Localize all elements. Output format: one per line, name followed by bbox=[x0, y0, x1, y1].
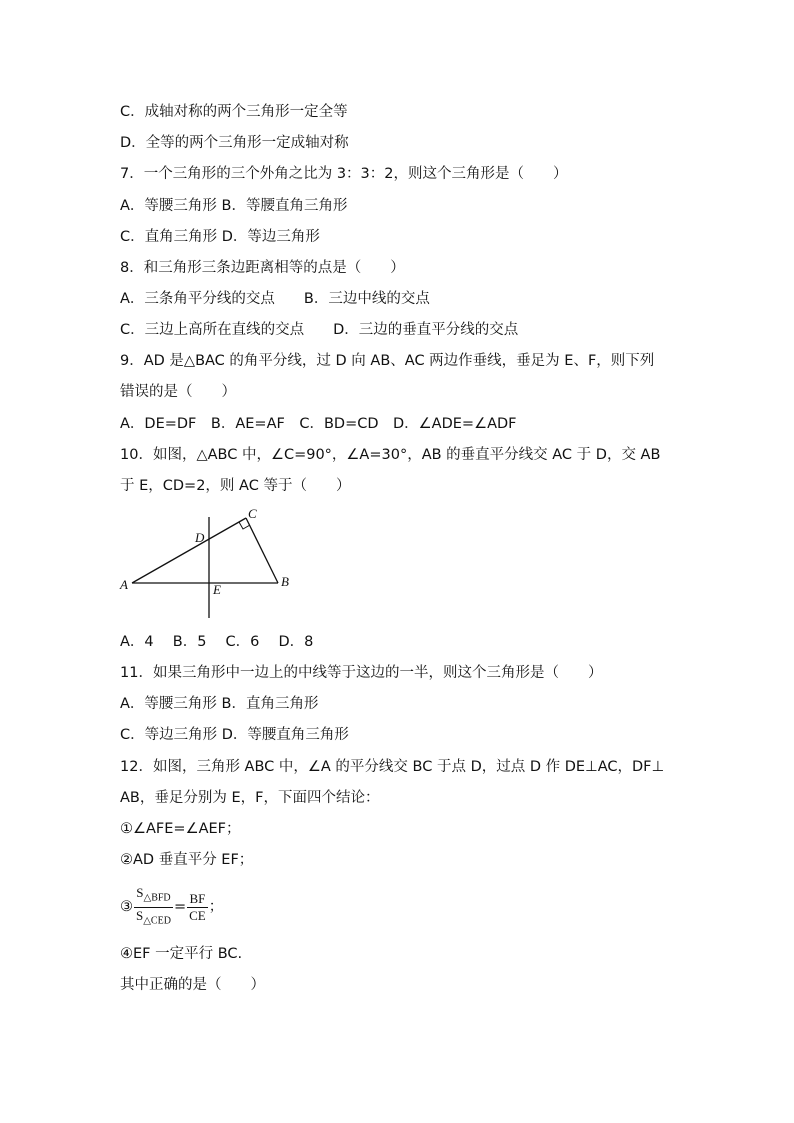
question-9-line1: 9．AD 是△BAC 的角平分线，过 D 向 AB、AC 两边作垂线，垂足为 E、F，则下列 bbox=[120, 353, 655, 369]
conclusion-3 bbox=[120, 885, 223, 929]
rhs-den: CE bbox=[189, 907, 206, 923]
conclusion-2: ②AD 垂直平分 EF； bbox=[120, 852, 254, 868]
conclusion-3-suffix: ； bbox=[208, 899, 224, 916]
question-12-prompt: 其中正确的是（ ） bbox=[120, 977, 265, 993]
label-e: E bbox=[213, 582, 221, 597]
question-10-line1: 10．如图，△ABC 中，∠C=90°，∠A=30°，AB 的垂直平分线交 AC 于 D，交 AB bbox=[120, 447, 661, 463]
line-d-option-q6: D．全等的两个三角形一定成轴对称 bbox=[120, 135, 349, 151]
question-10-line2: 于 E，CD=2，则 AC 等于（ ） bbox=[120, 478, 351, 494]
num-sub: △BFD bbox=[143, 892, 171, 904]
num-s: S bbox=[136, 885, 144, 900]
q11-options-ab: A．等腰三角形 B．直角三角形 bbox=[120, 696, 319, 712]
triangle-figure bbox=[118, 505, 298, 620]
label-b: B bbox=[281, 574, 289, 589]
den-s: S bbox=[136, 907, 144, 923]
question-12-line2: AB，垂足分别为 E，F，下面四个结论： bbox=[120, 790, 380, 806]
segment-ac bbox=[132, 518, 246, 583]
q10-options: A．4 B．5 C．6 D．8 bbox=[120, 634, 314, 650]
question-8: 8．和三角形三条边距离相等的点是（ ） bbox=[120, 260, 405, 276]
segment-cb bbox=[246, 518, 278, 583]
conclusion-3-prefix: ③ bbox=[120, 899, 133, 916]
q8-options-cd: C．三边上高所在直线的交点 D．三边的垂直平分线的交点 bbox=[120, 322, 519, 338]
q7-options-cd: C．直角三角形 D．等边三角形 bbox=[120, 229, 320, 245]
conclusion-1: ①∠AFE=∠AEF； bbox=[120, 821, 241, 837]
question-9-line2: 错误的是（ ） bbox=[120, 384, 236, 400]
question-11: 11．如果三角形中一边上的中线等于这边的一半，则这个三角形是（ ） bbox=[120, 665, 603, 681]
conclusion-4: ④EF 一定平行 BC. bbox=[120, 946, 243, 962]
question-7: 7．一个三角形的三个外角之比为 3：3：2，则这个三角形是（ ） bbox=[120, 166, 568, 182]
q11-options-cd: C．等边三角形 D．等腰直角三角形 bbox=[120, 727, 349, 743]
q7-options-ab: A．等腰三角形 B．等腰直角三角形 bbox=[120, 198, 348, 214]
label-d: D bbox=[195, 530, 205, 545]
label-a: A bbox=[120, 577, 128, 592]
rhs-num: BF bbox=[187, 891, 208, 908]
segment-ratio-fraction bbox=[187, 891, 208, 924]
equals-sign: = bbox=[173, 899, 187, 916]
label-c: C bbox=[248, 506, 257, 521]
den-sub: △CED bbox=[143, 915, 171, 927]
area-ratio-fraction bbox=[134, 885, 173, 929]
q8-options-ab: A．三条角平分线的交点 B．三边中线的交点 bbox=[120, 291, 430, 307]
question-12-line1: 12．如图，三角形 ABC 中，∠A 的平分线交 BC 于点 D，过点 D 作 DE⊥AC，DF⊥ bbox=[120, 759, 665, 775]
line-c-option-q6: C．成轴对称的两个三角形一定全等 bbox=[120, 104, 348, 120]
q9-options: A．DE=DF B．AE=AF C．BD=CD D．∠ADE=∠ADF bbox=[120, 416, 517, 432]
